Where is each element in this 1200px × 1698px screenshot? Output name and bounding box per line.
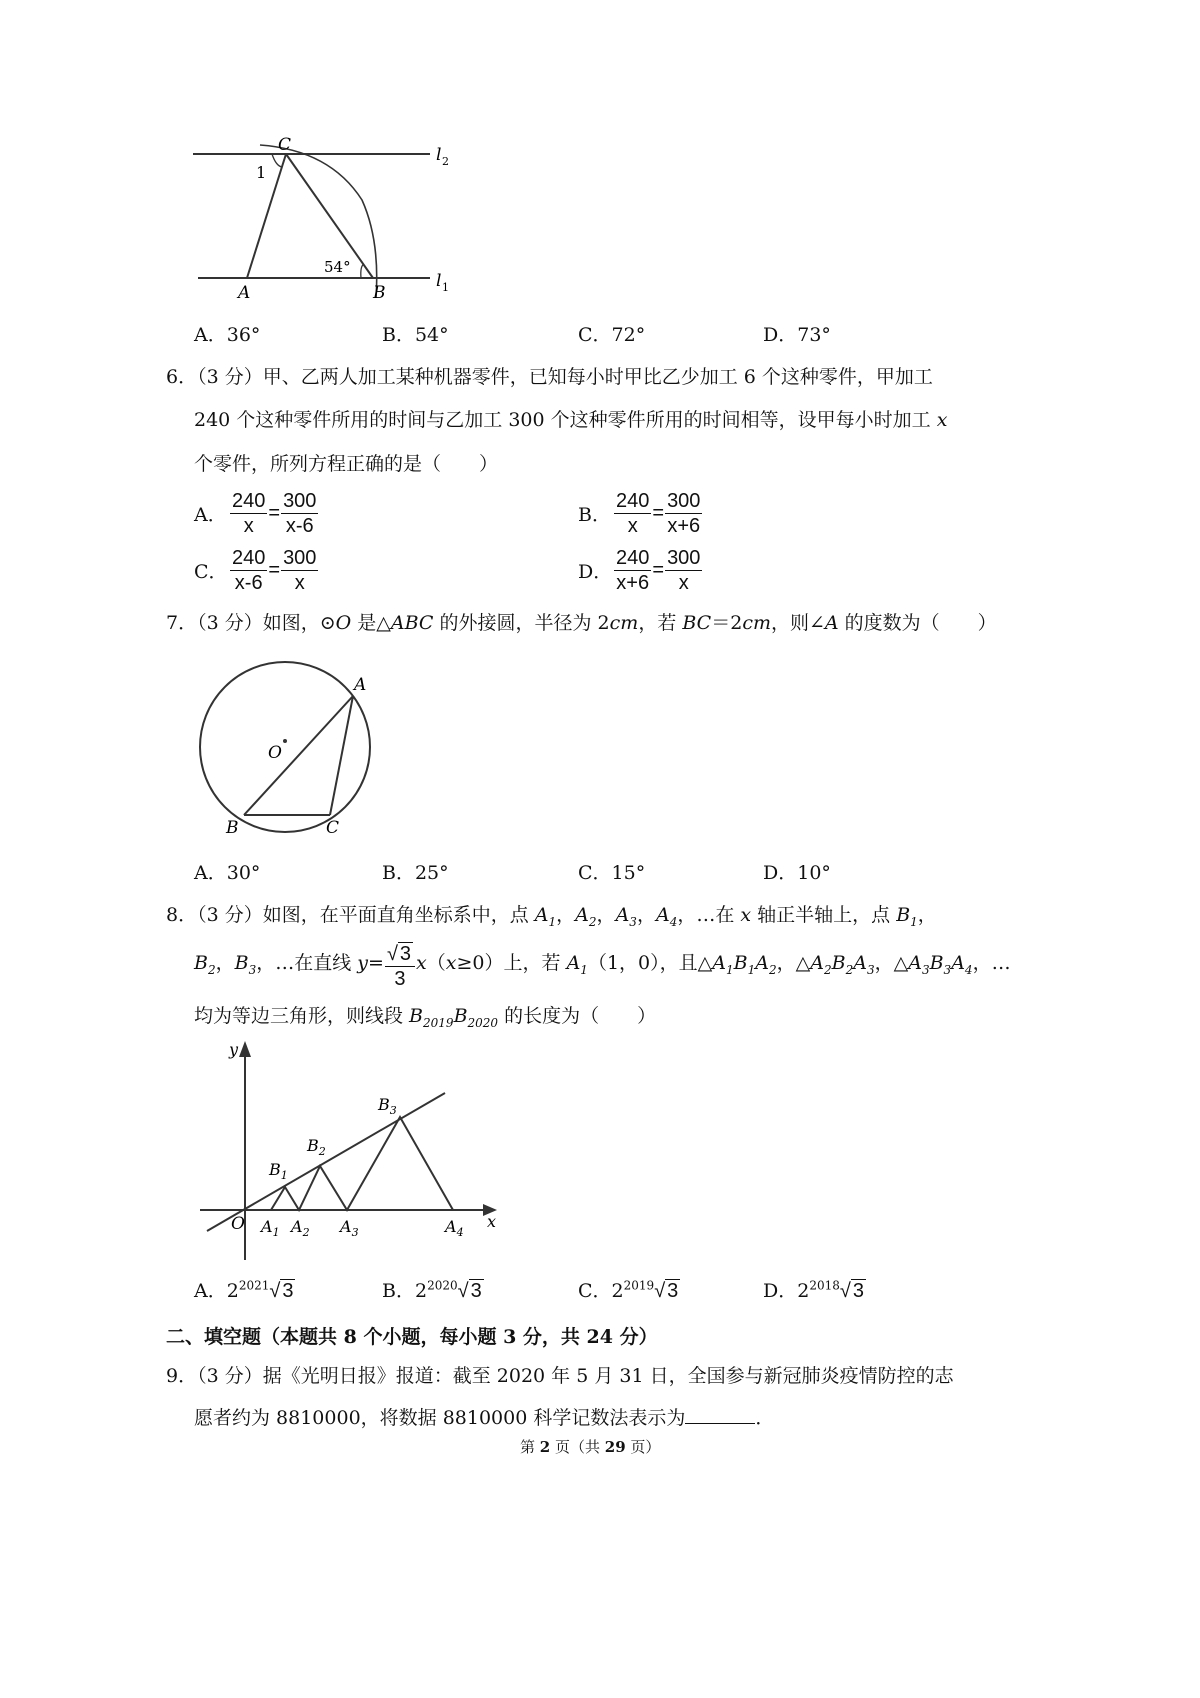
equals-sign: = [652, 502, 665, 524]
denominator: x [294, 572, 305, 594]
q8-option-c[interactable] [578, 1276, 680, 1303]
var-b2019: $B_{2019}$ [409, 1005, 454, 1030]
label-a3: $A_3$ [340, 1217, 359, 1239]
q5-figure [190, 130, 470, 305]
label-b: B [226, 818, 239, 838]
option-label: D． [763, 1280, 798, 1302]
q5-option-a[interactable] [194, 320, 260, 347]
triangle-a2b2a3: $A_2B_2A_3$ [810, 951, 875, 977]
question-text: 均为等边三角形，则线段 [194, 1005, 410, 1027]
var-b1: $B_1$ [896, 904, 918, 929]
question-text: 的度数为（ ） [838, 612, 997, 634]
sqrt-sign: √ 3 [839, 1280, 864, 1302]
numerator [385, 942, 415, 967]
question-number: 9． [166, 1365, 198, 1387]
option-label: A． [194, 324, 227, 346]
q6-line-1 [166, 364, 933, 390]
option-base: 2 [414, 1280, 428, 1302]
footer-text: 页（共 [550, 1438, 605, 1456]
question-score: （3 分） [197, 612, 263, 634]
footer-text: 第 [520, 1438, 540, 1456]
question-text: 的长度为（ ） [498, 1005, 657, 1027]
fraction-left [614, 489, 651, 538]
var-bc: BC [682, 612, 712, 634]
question-text: ，则∠ [770, 612, 825, 634]
option-exponent: 2020 [427, 1278, 458, 1293]
option-radicand: 3 [852, 1280, 864, 1302]
q6-option-d[interactable] [578, 546, 702, 595]
fraction-right [281, 546, 318, 595]
denominator: x+6 [616, 572, 650, 594]
var-x: x [416, 951, 427, 974]
numerator: 240 [232, 547, 266, 569]
sqrt-sign: √ 3 [386, 942, 412, 965]
q5-option-c[interactable] [578, 320, 645, 347]
question-text: ，… [972, 951, 1011, 974]
separator: ， [917, 904, 937, 926]
section-heading: 二、填空题（本题共 8 个小题，每小题 3 分，共 24 分） [166, 1326, 658, 1348]
numerator: 300 [667, 490, 701, 512]
label-c: C [278, 135, 292, 155]
segment-ab [244, 696, 353, 815]
numerator: 300 [283, 547, 317, 569]
var-o: O [335, 612, 352, 634]
label-b: B [373, 283, 386, 303]
option-exponent: 2018 [809, 1278, 840, 1293]
q7-option-c[interactable] [578, 858, 645, 885]
triangle-a3b3a4: $A_3B_3A_4$ [908, 951, 973, 977]
var-x: x [445, 951, 457, 974]
option-value: 72° [611, 324, 646, 346]
slope-fraction [385, 942, 415, 991]
fraction-left [614, 546, 651, 595]
var-y: y [357, 951, 369, 974]
option-value: 15° [611, 862, 646, 884]
q8-option-d[interactable] [763, 1276, 866, 1303]
question-text: 如图，在平面直角坐标系中，点 [262, 904, 535, 926]
question-text: ＝2 [711, 612, 743, 634]
numerator: 300 [283, 490, 317, 512]
fraction-right [665, 546, 702, 595]
var-x: x [936, 409, 948, 431]
page-total: 29 [604, 1438, 626, 1456]
q6-option-a[interactable] [194, 489, 318, 538]
option-label: C． [578, 324, 612, 346]
var-a1: $A_1$ [566, 951, 588, 977]
label-a: A [354, 675, 367, 695]
triangle-a1b1a2: $A_1B_1A_2$ [712, 951, 777, 977]
var-a2: $A_2$ [575, 904, 597, 929]
label-o: O [268, 743, 282, 763]
var-a4: $A_4$ [655, 904, 678, 929]
fraction-left [230, 546, 267, 595]
label-l1: l [436, 271, 442, 291]
question-text: ，…在直线 [256, 951, 358, 974]
denominator: x [627, 515, 638, 537]
var-a1: $A_1$ [534, 904, 557, 929]
question-text: ，△ [776, 951, 811, 974]
numerator: 240 [616, 547, 650, 569]
q7-option-d[interactable] [763, 858, 831, 885]
label-b2: $B_2$ [307, 1136, 326, 1158]
q5-option-d[interactable] [763, 320, 831, 347]
option-value: 30° [226, 862, 261, 884]
numerator: 240 [232, 490, 266, 512]
label-c: C [326, 818, 340, 838]
question-text: 240 个这种零件所用的时间与乙加工 300 个这种零件所用的时间相等，设甲每小时加工 [194, 409, 937, 431]
option-label: D． [763, 324, 798, 346]
option-radicand: 3 [470, 1280, 482, 1302]
question-text: 愿者约为 8810000，将数据 8810000 科学记数法表示为 [194, 1407, 686, 1429]
option-label: C． [578, 862, 612, 884]
denominator: x-6 [234, 572, 263, 594]
question-score: （3 分） [197, 904, 263, 926]
equals-sign: = [268, 559, 281, 581]
label-l2-sub: 2 [442, 155, 449, 168]
unit-cm: cm [742, 612, 771, 634]
sqrt-sign: √ 3 [457, 1280, 482, 1302]
footer-text: 页） [625, 1438, 661, 1456]
option-radicand: 3 [667, 1280, 679, 1302]
question-text: （ [426, 951, 446, 974]
fraction-right [281, 489, 318, 538]
circumcircle [200, 662, 370, 832]
angle-1-mark [272, 154, 282, 167]
segment-ac [330, 696, 353, 815]
option-label: D． [578, 561, 613, 583]
question-text: ，△ [874, 951, 909, 974]
q8-line-1 [166, 902, 937, 935]
question-text: ． [755, 1407, 775, 1429]
label-a2: $A_2$ [291, 1217, 310, 1239]
denominator: x [678, 572, 689, 594]
separator: ， [215, 951, 235, 974]
q6-option-b[interactable] [578, 489, 702, 538]
q7-line-1 [166, 610, 997, 636]
q7-option-a[interactable] [194, 858, 260, 885]
separator: ， [596, 904, 616, 926]
q6-line-2 [194, 407, 947, 433]
question-number: 8． [166, 904, 198, 926]
option-label: B． [382, 1280, 415, 1302]
var-a3: $A_3$ [615, 904, 637, 929]
label-a: A [238, 283, 251, 303]
q9-line-2 [194, 1405, 774, 1431]
equals-sign: = [652, 559, 665, 581]
option-radicand: 3 [282, 1280, 294, 1302]
option-value: 73° [797, 324, 831, 346]
option-base: 2 [611, 1280, 624, 1302]
option-label: B． [382, 324, 415, 346]
var-a: A [824, 612, 839, 634]
label-a4: $A_4$ [445, 1217, 464, 1239]
separator: ， [636, 904, 656, 926]
option-label: A． [194, 504, 227, 526]
label-b3: $B_3$ [378, 1095, 397, 1117]
q7-figure [190, 650, 390, 840]
q6-option-c[interactable] [194, 546, 318, 595]
question-text: ，若 [638, 612, 683, 634]
question-text: 个零件，所列方程正确的是（ ） [194, 453, 499, 475]
page-number: 2 [539, 1438, 551, 1456]
question-text: ≥0）上，若 [456, 951, 567, 974]
label-o: O [231, 1214, 245, 1234]
option-value: 10° [797, 862, 831, 884]
option-label: C． [194, 561, 228, 583]
option-value: 25° [414, 862, 449, 884]
equals-sign: = [268, 502, 281, 524]
triangle-chain [271, 1117, 453, 1210]
denominator: x+6 [667, 515, 701, 537]
q7-option-b[interactable] [382, 858, 449, 885]
question-number: 6． [166, 366, 198, 388]
question-text: （1，0），且△ [587, 951, 713, 974]
label-x: x [487, 1212, 497, 1231]
separator: ， [556, 904, 576, 926]
var-b3: $B_3$ [234, 951, 257, 977]
y-axis-arrow [239, 1041, 251, 1057]
question-number: 7． [166, 612, 198, 634]
option-label: C． [578, 1280, 612, 1302]
label-a1: $A_1$ [261, 1217, 280, 1239]
fraction-right [665, 489, 702, 538]
question-text: 轴正半轴上，点 [751, 904, 897, 926]
q8-line-3 [194, 1003, 656, 1036]
numerator: 240 [616, 490, 650, 512]
q8-option-b[interactable] [382, 1276, 484, 1303]
q6-line-3 [194, 451, 498, 477]
option-label: A． [194, 1280, 227, 1302]
var-abc: ABC [390, 612, 434, 634]
sqrt-sign: √ 3 [654, 1280, 679, 1302]
q8-line-2 [194, 936, 1011, 996]
question-text: 是△ [351, 612, 391, 634]
denominator: x [243, 515, 254, 537]
question-text: 据《光明日报》报道：截至 2020 年 5 月 31 日，全国参与新冠肺炎疫情防控的志 [262, 1365, 954, 1387]
option-base: 2 [226, 1280, 239, 1302]
label-1: 1 [256, 163, 267, 182]
label-y: y [229, 1040, 239, 1059]
denominator: 3 [394, 967, 406, 990]
sqrt-sign: √ 3 [269, 1280, 294, 1302]
question-score: （3 分） [197, 1365, 263, 1387]
option-value: 36° [226, 324, 261, 346]
option-label: B． [578, 504, 611, 526]
var-b2020: $B_{2020}$ [453, 1005, 499, 1030]
arc-cb [260, 145, 377, 298]
var-x: x [740, 904, 752, 926]
option-value: 54° [414, 324, 449, 346]
option-label: B． [382, 862, 415, 884]
center-point [283, 739, 287, 743]
option-exponent: 2019 [623, 1278, 655, 1293]
segment-ca [247, 154, 286, 278]
question-score: （3 分） [197, 366, 263, 388]
var-b2: $B_2$ [194, 951, 216, 977]
option-label: D． [763, 862, 798, 884]
question-text: 的外接圆，半径为 2 [433, 612, 610, 634]
question-text: 如图，⊙ [262, 612, 336, 634]
option-label: A． [194, 862, 227, 884]
equals-sign: = [368, 951, 384, 974]
unit-cm: cm [609, 612, 639, 634]
page-footer [520, 1436, 660, 1457]
q8-figure [195, 1035, 515, 1265]
option-base: 2 [797, 1280, 810, 1302]
label-l1-sub: 1 [442, 281, 449, 294]
label-b1: $B_1$ [269, 1160, 288, 1182]
denominator: x-6 [285, 515, 314, 537]
q8-option-a[interactable] [194, 1276, 295, 1303]
question-text: ，…在 [677, 904, 741, 926]
answer-blank[interactable] [685, 1405, 755, 1424]
numerator: 300 [667, 547, 701, 569]
fraction-left [230, 489, 267, 538]
label-l2: l [436, 145, 442, 165]
q5-option-b[interactable] [382, 320, 449, 347]
q9-line-1 [166, 1363, 954, 1389]
label-54: 54° [324, 258, 351, 276]
question-text: 甲、乙两人加工某种机器零件，已知每小时甲比乙少加工 6 个这种零件，甲加工 [262, 366, 933, 388]
option-exponent: 2021 [238, 1278, 270, 1293]
